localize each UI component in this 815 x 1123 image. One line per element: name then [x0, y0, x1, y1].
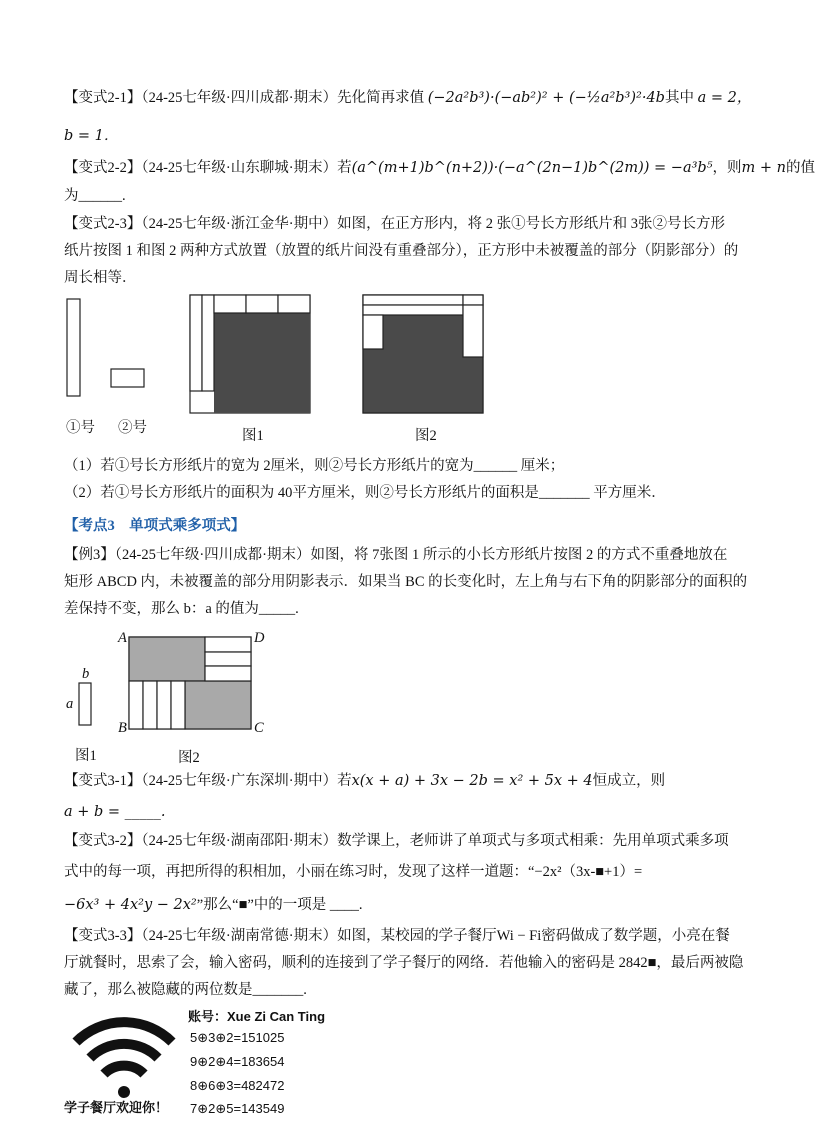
label-a: a [66, 696, 74, 712]
variant-2-1-tag: 【变式2-1】 [64, 90, 142, 106]
piece-2-rect [110, 368, 146, 390]
variant-2-1-expression: (−2a²b³)·(−ab²)² + (−½a²b³)²·4b [427, 90, 665, 106]
wifi-account: 账号：Xue Zi Can Ting [188, 1009, 326, 1024]
wifi-row-1: 5⊕3⊕2=151025 [190, 1030, 285, 1045]
variant-3-3-line2: 厅就餐时，思索了会，输入密码，顺利的连接到了学子餐厅的网络．若他输入的密码是 2842■，最后两被隐 [64, 955, 744, 971]
variant-2-1-condition-a: a = 2， [697, 90, 752, 106]
vertex-B: B [118, 720, 127, 736]
piece-2-label: ②号 [118, 420, 147, 436]
variant-3-1-line2: a + b = _____. [64, 804, 166, 820]
wifi-welcome: 学子餐厅欢迎你！ [64, 1100, 169, 1115]
variant-2-3-line2: 纸片按图 1 和图 2 两种方式放置（放置的纸片间没有重叠部分），正方形中未被覆盖的部分（阴影部分）的 [64, 243, 739, 259]
figure-2-caption: 图2 [415, 428, 437, 444]
variant-3-2-line2: 式中的每一项，再把所得的积相加，小丽在练习时，发现了这样一道题：“−2x²（3x-■+1）= [64, 864, 643, 880]
variant-3-2-line1: 【变式3-2】（24-25七年级·湖南邵阳·期末）数学课上，老师讲了单项式与多项式相乘：先用单项式乘多项 [64, 833, 729, 849]
vertex-D: D [254, 630, 265, 646]
wifi-row-3: 8⊕6⊕3=482472 [190, 1078, 285, 1093]
variant-2-3-question-1: （1）若①号长方形纸片的宽为 2厘米，则②号长方形纸片的宽为______ 厘米； [64, 458, 565, 474]
vertex-A: A [118, 630, 127, 646]
example-3-small-rect [78, 682, 94, 728]
variant-2-1-line1: 【变式2-1】（24-25七年级·四川成都·期末）先化简再求值 (−2a²b³)·(−ab²)² + (−½a²b³)²·4b其中 a = 2， [64, 90, 752, 106]
piece-1-label: ①号 [66, 420, 95, 436]
variant-2-1-source: （24-25七年级·四川成都·期末） [141, 90, 338, 106]
variant-2-2-line2: 为______. [64, 188, 126, 204]
example-3-figure-1-caption: 图1 [75, 748, 97, 764]
variant-2-2-expression: (a^(m+1)b^(n+2))·(−a^(2n−1)b^(2m)) = −a³b⁵ [351, 160, 713, 176]
wifi-icon [72, 1012, 176, 1098]
wifi-row-2: 9⊕2⊕4=183654 [190, 1054, 285, 1069]
example-3-line1: 【例3】（24-25七年级·四川成都·期末）如图，将 7张图 1 所示的小长方形纸片按图 2 的方式不重叠地放在 [64, 547, 728, 563]
variant-2-3-line1: 【变式2-3】（24-25七年级·浙江金华·期中）如图，在正方形内，将 2 张①号长方形纸片和 3张②号长方形 [64, 216, 725, 232]
section-title-3: 【考点3 单项式乘多项式】 [64, 518, 246, 534]
variant-2-1-condition-b: b = 1． [64, 128, 119, 144]
variant-3-3-line3: 藏了，那么被隐藏的两位数是_______. [64, 982, 307, 998]
figure-1-caption: 图1 [242, 428, 264, 444]
variant-3-2-line3: −6x³ + 4x²y − 2x²”那么“■”中的一项是 ____. [64, 897, 363, 913]
example-3-figure-2-caption: 图2 [178, 750, 200, 766]
example-3-line2: 矩形 ABCD 内，未被覆盖的部分用阴影表示．如果当 BC 的长变化时，左上角与右下角的阴影部分的面积的 [64, 574, 748, 590]
figure-1-square [189, 294, 313, 416]
variant-3-1-expression: x(x + a) + 3x − 2b = x² + 5x + 4 [351, 773, 593, 789]
variant-2-3-question-2: （2）若①号长方形纸片的面积为 40平方厘米，则②号长方形纸片的面积是_______ 平方厘米． [64, 485, 666, 501]
variant-3-1-line1: 【变式3-1】（24-25七年级·广东深圳·期中）若x(x + a) + 3x − 2b = x² + 5x + 4恒成立，则 [64, 773, 666, 789]
variant-2-3-line3: 周长相等． [64, 270, 137, 286]
wifi-row-4: 7⊕2⊕5=143549 [190, 1101, 285, 1116]
example-3-line3: 差保持不变，那么 b：a 的值为_____. [64, 601, 299, 617]
vertex-C: C [254, 720, 264, 736]
piece-1-rect [66, 298, 82, 398]
variant-2-2-line1: 【变式2-2】（24-25七年级·山东聊城·期末）若(a^(m+1)b^(n+2))·(−a^(2n−1)b^(2m)) = −a³b⁵，则m + n的值 [64, 160, 815, 176]
label-b: b [82, 666, 90, 682]
example-3-rect-abcd [128, 636, 254, 732]
variant-2-2-tag: 【变式2-2】 [64, 160, 142, 176]
variant-3-3-line1: 【变式3-3】（24-25七年级·湖南常德·期末）如图，某校园的学子餐厅Wi − Fi密码做成了数学题，小亮在餐 [64, 928, 730, 944]
figure-2-square [362, 294, 486, 416]
